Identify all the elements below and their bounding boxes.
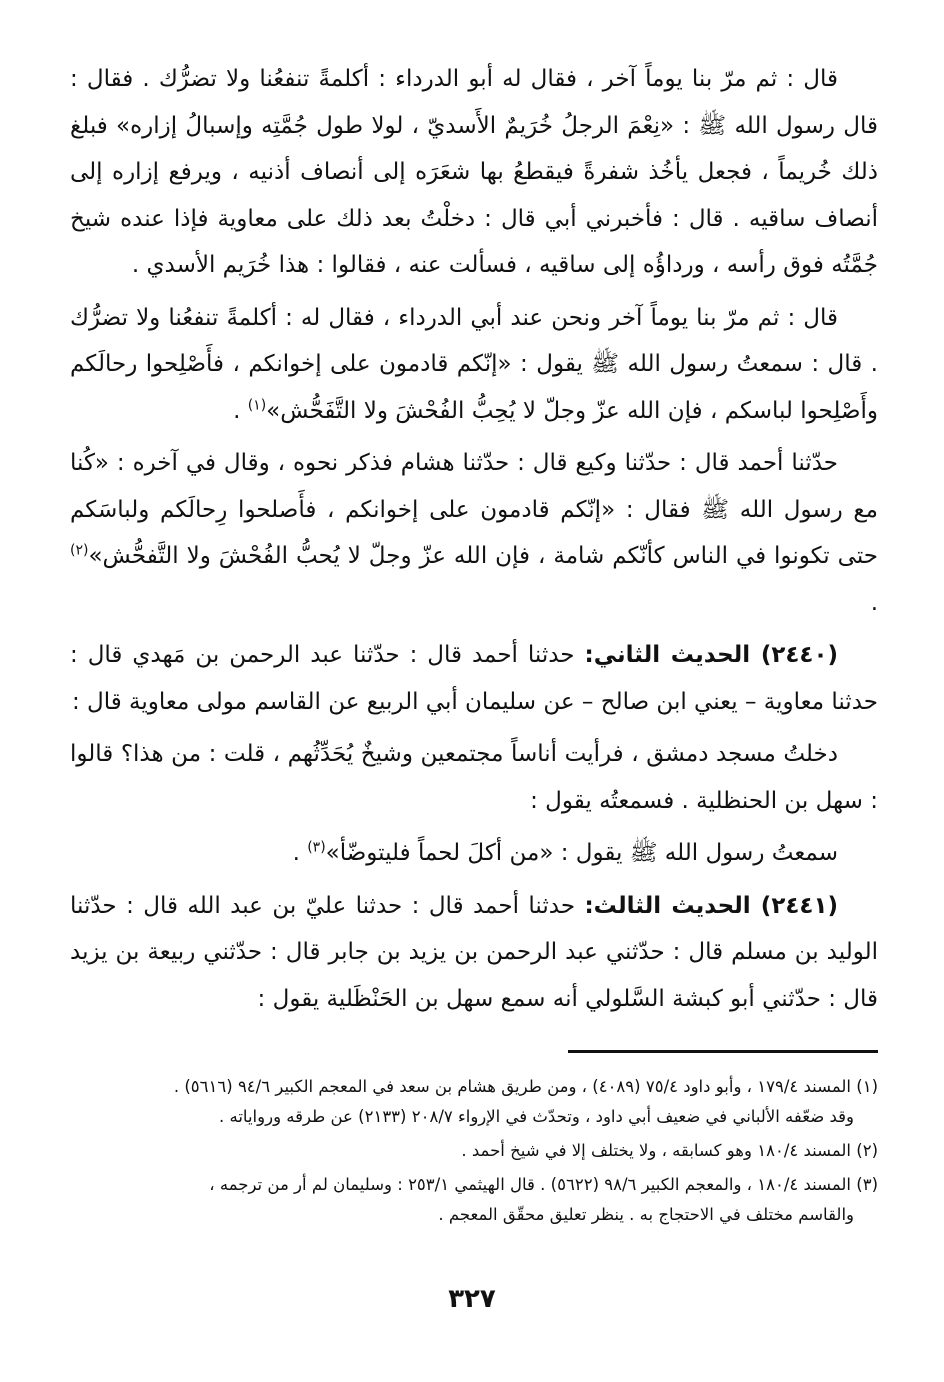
paragraph-end: . [870, 589, 878, 616]
paragraph-khuraym: قال : ثم مرّ بنا يوماً آخر ، فقال له أبو الدرداء : أكلمةً تنفعُنا ولا تضرُّك . فقال : قال رسول الله ﷺ : «نِعْمَ الرجلُ خُرَيمٌ الأَسديّ ، لولا طول جُمَّتِه وإسبالُ إزاره» فبلغ ذلك خُريماً ، فجعل يأخُذ شفرةً فيقطعُ بها شعَرَه إلى أنصاف أذنيه ، ويرفع إزاره إلى أنصاف ساقيه . قال : فأخبرني أبي قال : دخلْتُ بعد ذلك على معاوية فإذا عنده شيخ جُمَّتُه فوق رأسه ، ورداؤُه إلى ساقيه ، فسألت عنه ، فقالوا : هذا خُرَيم الأسدي . [70, 66, 878, 278]
hadith-heading: (٢٤٤١) الحديث الثالث: [584, 892, 838, 919]
footnote-ref-3[interactable]: (٣) [307, 839, 326, 856]
footnote-ref-1[interactable]: (١) [247, 396, 267, 413]
footnote-divider [568, 1050, 878, 1053]
paragraph-damascus-mosque: دخلتُ مسجد دمشق ، فرأيت أناساً مجتمعين وشيخٌ يُحَدِّثُهم ، قلت : من هذا؟ قالوا : سهل بن الحنظلية . فسمعتُه يقول : [70, 741, 878, 814]
footnote-1-line-1: (١) المسند ١٧٩/٤ ، وأبو داود ٧٥/٤ (٤٠٨٩) ، ومن طريق هشام بن سعد في المعجم الكبير ٩٤/٦ (٥٦١٦) . [173, 1077, 878, 1096]
footnotes [70, 1072, 878, 1234]
paragraph-text: سمعتُ رسول الله ﷺ يقول : «من أكلَ لحماً فليتوضّأ» [325, 840, 838, 866]
paragraph-waki [70, 440, 878, 626]
paragraph-text: قال : ثم مرّ بنا يوماً آخر ونحن عند أبي الدرداء ، فقال له : أكلمةً تنفعُنا ولا تضرُّك . قال : سمعتُ رسول الله ﷺ يقول : «إنّكم قادمون على إخوانكم ، فأَصْلِحوا رحالَكم وأَصْلِحوا لباسكم ، فإن الله عزّ وجلّ لا يُحِبُّ الفُحْشَ ولا التَّفَحُّش» [70, 304, 878, 424]
hadith-heading: (٢٤٤٠) الحديث الثاني: [584, 642, 839, 668]
page-body [70, 56, 878, 1028]
footnote-1-line-2: وقد ضعّفه الألباني في ضعيف أبي داود ، وتحدّث في الإرواء ٢٠٨/٧ (٢١٣٣) عن طرقه ورواياته . [219, 1107, 854, 1126]
paragraph-wudu [70, 830, 878, 877]
paragraph-text: حدّثنا أحمد قال : حدّثنا وكيع قال : حدّثنا هشام فذكر نحوه ، وقال في آخره : «كُنا مع رسول الله ﷺ فقال : «إنّكم قادمون على إخوانكم ، فأَصلحوا رِحالَكم ولباسَكم حتى تكونوا في الناس كأنّكم شامة ، فإن الله عزّ وجلّ لا يُحبُّ الفُحْشَ ولا التَّفحُّش» [70, 450, 878, 569]
hadith-isnad: حدثنا أحمد قال : حدثنا عليّ بن عبد الله قال : حدّثنا الوليد بن مسلم قال : حدّثني عبد الرحمن بن يزيد بن جابر قال : حدّثني ربيعة بن يزيد قال : حدّثني أبو كبشة السَّلولي أنه سمع سهل بن الحَنْظَلية يقول : [70, 892, 878, 1012]
footnote-3-line-1: (٣) المسند ١٨٠/٤ ، والمعجم الكبير ٩٨/٦ (٥٦٢٢) . قال الهيثمي ٢٥٣/١ : وسليمان لم أر من ترجمه ، [209, 1175, 878, 1194]
footnote-2: (٢) المسند ١٨٠/٤ وهو كسابقه ، ولا يختلف إلا في شيخ أحمد . [461, 1141, 878, 1160]
footnote-ref-2[interactable]: (٢) [70, 542, 89, 559]
hadith-2440 [70, 632, 878, 725]
paragraph-end: . [292, 840, 308, 866]
hadith-2441 [70, 883, 878, 1023]
page-number: ٣٢٧ [448, 1284, 496, 1314]
footnote-3-line-2: والقاسم مختلف في الاحتجاج به . ينظر تعليق محقّق المعجم . [438, 1205, 854, 1224]
paragraph-abu-darda [70, 295, 878, 435]
footnote-1 [70, 1072, 878, 1132]
footnote-3 [70, 1170, 878, 1230]
paragraph-end: . [233, 397, 248, 424]
hadith-isnad: حدثنا أحمد قال : حدّثنا عبد الرحمن بن مَهدي قال : حدثنا معاوية – يعني ابن صالح – عن سليمان أبي الربيع عن القاسم مولى معاوية قال : [70, 642, 878, 715]
